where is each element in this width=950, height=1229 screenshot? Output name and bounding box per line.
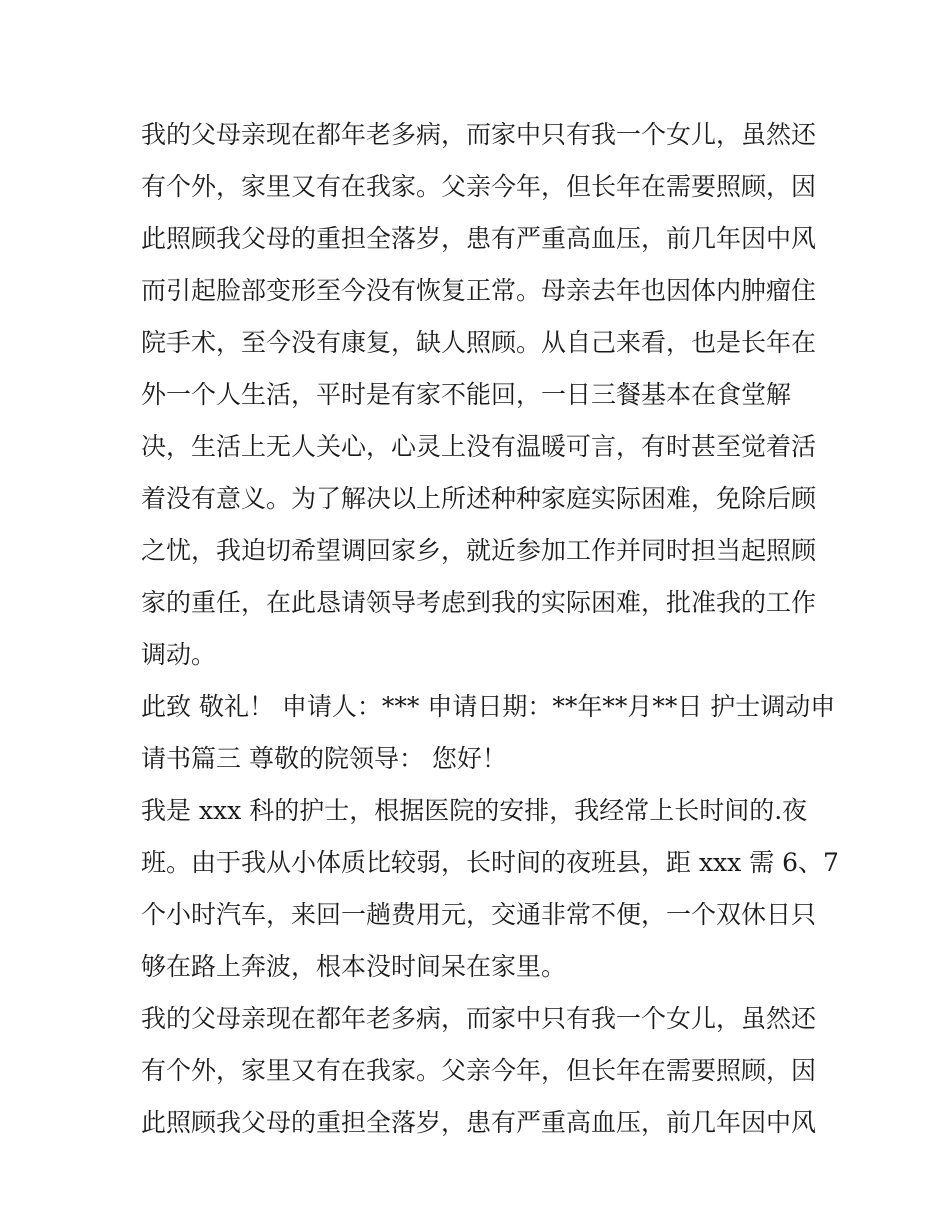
- text-line: 家的重任，在此恳请领导考虑到我的实际困难，批准我的工作: [141, 588, 817, 617]
- text-line: 外一个人生活，平时是有家不能回，一日三餐基本在食堂解: [141, 380, 792, 409]
- paragraph-family-situation: [141, 109, 821, 681]
- paragraph-family-situation-repeat: [141, 993, 821, 1149]
- text-line: 着没有意义。为了解决以上所述种种家庭实际困难，免除后顾: [141, 484, 817, 513]
- text-line: 而引起脸部变形至今没有恢复正常。母亲去年也因体内肿瘤住: [141, 276, 817, 305]
- text-line: 班。由于我从小体质比较弱，长时间的夜班县，距 xxx 需 6、7: [141, 848, 839, 877]
- document-body: [141, 109, 839, 1149]
- text-line: 我的父母亲现在都年老多病，而家中只有我一个女儿，虽然还: [141, 1004, 817, 1033]
- text-line: 院手术，至今没有康复，缺人照顾。从自己来看，也是长年在: [141, 328, 817, 357]
- text-line: 我的父母亲现在都年老多病，而家中只有我一个女儿，虽然还: [141, 120, 817, 149]
- paragraph-closing-and-heading: [141, 681, 836, 785]
- text-line: 之忧，我迫切希望调回家乡，就近参加工作并同时担当起照顾: [141, 536, 817, 565]
- text-line: 个小时汽车，来回一趟费用元，交通非常不便，一个双休日只: [141, 900, 817, 929]
- paragraph-night-shift: [141, 785, 839, 993]
- text-line: 够在路上奔波，根本没时间呆在家里。: [141, 952, 567, 981]
- text-line: 调动。: [141, 640, 217, 669]
- text-line: 此致 敬礼！ 申请人：*** 申请日期：**年**月**日 护士调动申: [141, 692, 836, 721]
- text-line: 此照顾我父母的重担全落岁，患有严重高血压，前几年因中风: [141, 224, 817, 253]
- text-line: 决，生活上无人关心，心灵上没有温暖可言，有时甚至觉着活: [141, 432, 817, 461]
- text-line: 有个外，家里又有在我家。父亲今年，但长年在需要照顾，因: [141, 1056, 817, 1085]
- text-line: 此照顾我父母的重担全落岁，患有严重高血压，前几年因中风: [141, 1108, 817, 1137]
- text-line: 有个外，家里又有在我家。父亲今年，但长年在需要照顾，因: [141, 172, 817, 201]
- text-line: 请书篇三 尊敬的院领导： 您好！: [141, 744, 507, 773]
- text-line: 我是 xxx 科的护士，根据医院的安排，我经常上长时间的.夜: [141, 796, 808, 825]
